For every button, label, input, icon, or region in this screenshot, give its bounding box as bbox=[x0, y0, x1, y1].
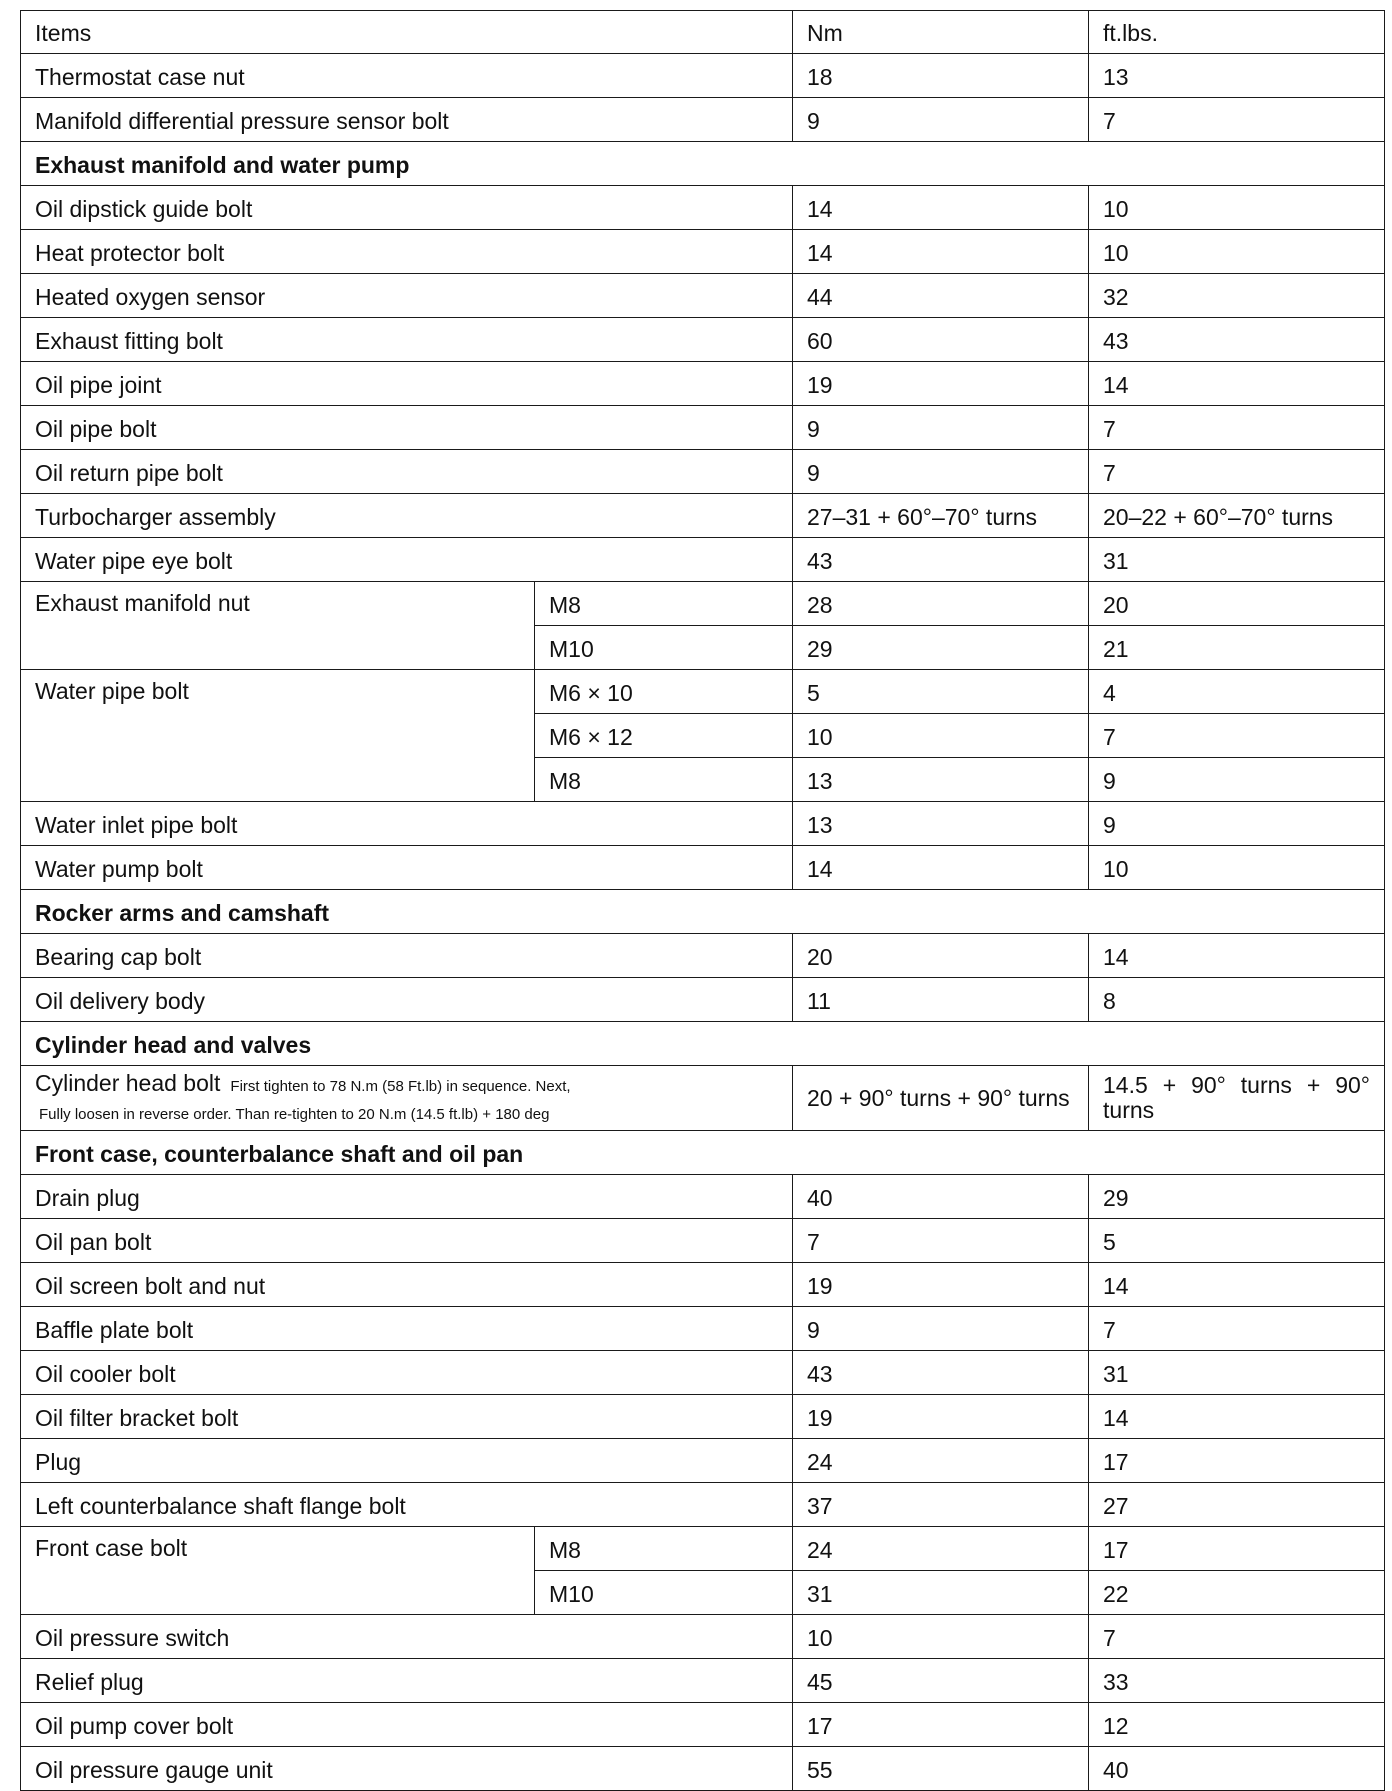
value-ftlbs: 22 bbox=[1089, 1571, 1385, 1615]
item-name: Oil pump cover bolt bbox=[21, 1703, 793, 1747]
table-row bbox=[21, 1527, 1385, 1571]
value-nm: 43 bbox=[793, 538, 1089, 582]
value-ftlbs: 29 bbox=[1089, 1175, 1385, 1219]
item-size: M8 bbox=[535, 582, 793, 626]
table-row bbox=[21, 274, 1385, 318]
table-row bbox=[21, 1483, 1385, 1527]
value-nm: 60 bbox=[793, 318, 1089, 362]
item-name: Water inlet pipe bolt bbox=[21, 802, 793, 846]
item-name: Relief plug bbox=[21, 1659, 793, 1703]
table-row bbox=[21, 1747, 1385, 1791]
item-name: Heat protector bolt bbox=[21, 230, 793, 274]
item-name: Front case bolt bbox=[21, 1527, 535, 1615]
item-name: Water pipe eye bolt bbox=[21, 538, 793, 582]
value-nm: 24 bbox=[793, 1439, 1089, 1483]
value-nm: 24 bbox=[793, 1527, 1089, 1571]
value-ftlbs: 20–22 + 60°–70° turns bbox=[1089, 494, 1385, 538]
table-row bbox=[21, 1615, 1385, 1659]
table-row bbox=[21, 362, 1385, 406]
value-ftlbs: 32 bbox=[1089, 274, 1385, 318]
value-nm: 20 + 90° turns + 90° turns bbox=[793, 1066, 1089, 1131]
value-nm: 7 bbox=[793, 1219, 1089, 1263]
item-name: Cylinder head bolt bbox=[35, 1070, 221, 1096]
value-ftlbs: 31 bbox=[1089, 538, 1385, 582]
value-nm: 14 bbox=[793, 230, 1089, 274]
table-row bbox=[21, 1263, 1385, 1307]
item-name: Left counterbalance shaft flange bolt bbox=[21, 1483, 793, 1527]
item-name: Water pipe bolt bbox=[21, 670, 535, 802]
value-ftlbs: 9 bbox=[1089, 758, 1385, 802]
value-nm: 9 bbox=[793, 406, 1089, 450]
value-ftlbs: 17 bbox=[1089, 1439, 1385, 1483]
value-nm: 20 bbox=[793, 934, 1089, 978]
item-name: Oil pressure gauge unit bbox=[21, 1747, 793, 1791]
table-row bbox=[21, 318, 1385, 362]
value-ftlbs: 10 bbox=[1089, 230, 1385, 274]
value-nm: 14 bbox=[793, 186, 1089, 230]
header-ftlbs: ft.lbs. bbox=[1089, 11, 1385, 54]
value-ftlbs: 33 bbox=[1089, 1659, 1385, 1703]
torque-spec-sheet bbox=[20, 10, 1384, 1791]
value-nm: 19 bbox=[793, 1395, 1089, 1439]
item-name: Exhaust fitting bolt bbox=[21, 318, 793, 362]
item-name: Oil filter bracket bolt bbox=[21, 1395, 793, 1439]
table-row bbox=[21, 802, 1385, 846]
value-nm: 10 bbox=[793, 1615, 1089, 1659]
value-ftlbs: 4 bbox=[1089, 670, 1385, 714]
table-row bbox=[21, 934, 1385, 978]
section-heading: Cylinder head and valves bbox=[21, 1022, 1385, 1066]
value-ftlbs: 40 bbox=[1089, 1747, 1385, 1791]
value-nm: 5 bbox=[793, 670, 1089, 714]
item-name: Turbocharger assembly bbox=[21, 494, 793, 538]
item-name: Water pump bolt bbox=[21, 846, 793, 890]
value-ftlbs: 5 bbox=[1089, 1219, 1385, 1263]
table-row bbox=[21, 54, 1385, 98]
value-nm: 11 bbox=[793, 978, 1089, 1022]
section-row bbox=[21, 890, 1385, 934]
value-nm: 9 bbox=[793, 98, 1089, 142]
table-row bbox=[21, 1439, 1385, 1483]
item-name: Bearing cap bolt bbox=[21, 934, 793, 978]
item-size: M8 bbox=[535, 758, 793, 802]
item-name: Oil pan bolt bbox=[21, 1219, 793, 1263]
item-size: M6 × 10 bbox=[535, 670, 793, 714]
value-ftlbs: 14.5 + 90° turns + 90° turns bbox=[1089, 1066, 1385, 1131]
table-row bbox=[21, 494, 1385, 538]
table-row bbox=[21, 1219, 1385, 1263]
value-ftlbs: 7 bbox=[1089, 714, 1385, 758]
value-nm: 43 bbox=[793, 1351, 1089, 1395]
table-row bbox=[21, 230, 1385, 274]
header-items: Items bbox=[21, 11, 793, 54]
value-nm: 45 bbox=[793, 1659, 1089, 1703]
value-ftlbs: 31 bbox=[1089, 1351, 1385, 1395]
item-name: Heated oxygen sensor bbox=[21, 274, 793, 318]
value-nm: 37 bbox=[793, 1483, 1089, 1527]
table-row bbox=[21, 538, 1385, 582]
section-heading: Rocker arms and camshaft bbox=[21, 890, 1385, 934]
table-row bbox=[21, 186, 1385, 230]
value-nm: 10 bbox=[793, 714, 1089, 758]
item-name: Oil return pipe bolt bbox=[21, 450, 793, 494]
table-row bbox=[21, 406, 1385, 450]
item-size: M10 bbox=[535, 626, 793, 670]
value-ftlbs: 12 bbox=[1089, 1703, 1385, 1747]
value-ftlbs: 14 bbox=[1089, 362, 1385, 406]
value-nm: 9 bbox=[793, 1307, 1089, 1351]
value-nm: 27–31 + 60°–70° turns bbox=[793, 494, 1089, 538]
item-size: M8 bbox=[535, 1527, 793, 1571]
value-ftlbs: 8 bbox=[1089, 978, 1385, 1022]
value-ftlbs: 14 bbox=[1089, 1263, 1385, 1307]
value-nm: 19 bbox=[793, 362, 1089, 406]
item-name: Oil dipstick guide bolt bbox=[21, 186, 793, 230]
table-row bbox=[21, 846, 1385, 890]
value-ftlbs: 13 bbox=[1089, 54, 1385, 98]
value-ftlbs: 27 bbox=[1089, 1483, 1385, 1527]
table-row bbox=[21, 1351, 1385, 1395]
table-row bbox=[21, 1659, 1385, 1703]
item-name: Plug bbox=[21, 1439, 793, 1483]
value-nm: 40 bbox=[793, 1175, 1089, 1219]
value-nm: 14 bbox=[793, 846, 1089, 890]
item-name: Manifold differential pressure sensor bolt bbox=[21, 98, 793, 142]
table-row bbox=[21, 978, 1385, 1022]
item-name: Baffle plate bolt bbox=[21, 1307, 793, 1351]
value-ftlbs: 14 bbox=[1089, 1395, 1385, 1439]
value-nm: 9 bbox=[793, 450, 1089, 494]
item-name: Oil pipe joint bbox=[21, 362, 793, 406]
value-nm: 17 bbox=[793, 1703, 1089, 1747]
item-name: Drain plug bbox=[21, 1175, 793, 1219]
value-ftlbs: 20 bbox=[1089, 582, 1385, 626]
table-row bbox=[21, 582, 1385, 626]
item-name-with-note bbox=[21, 1066, 793, 1131]
item-name: Exhaust manifold nut bbox=[21, 582, 535, 670]
value-nm: 29 bbox=[793, 626, 1089, 670]
table-row bbox=[21, 98, 1385, 142]
value-ftlbs: 10 bbox=[1089, 186, 1385, 230]
section-row bbox=[21, 142, 1385, 186]
value-ftlbs: 7 bbox=[1089, 98, 1385, 142]
value-nm: 13 bbox=[793, 802, 1089, 846]
value-nm: 31 bbox=[793, 1571, 1089, 1615]
value-ftlbs: 7 bbox=[1089, 1307, 1385, 1351]
item-name: Oil cooler bolt bbox=[21, 1351, 793, 1395]
value-nm: 55 bbox=[793, 1747, 1089, 1791]
section-row bbox=[21, 1131, 1385, 1175]
item-name: Oil screen bolt and nut bbox=[21, 1263, 793, 1307]
table-body bbox=[21, 54, 1385, 1791]
item-size: M6 × 12 bbox=[535, 714, 793, 758]
value-nm: 13 bbox=[793, 758, 1089, 802]
header-row bbox=[21, 11, 1385, 54]
item-name: Oil pressure switch bbox=[21, 1615, 793, 1659]
item-name: Oil delivery body bbox=[21, 978, 793, 1022]
item-note-line-1: First tighten to 78 N.m (58 Ft.lb) in sequence. Next, bbox=[230, 1078, 571, 1095]
value-ftlbs: 7 bbox=[1089, 406, 1385, 450]
table-row bbox=[21, 670, 1385, 714]
table-row bbox=[21, 1703, 1385, 1747]
table-row bbox=[21, 1307, 1385, 1351]
value-ftlbs: 43 bbox=[1089, 318, 1385, 362]
item-name: Thermostat case nut bbox=[21, 54, 793, 98]
table-row bbox=[21, 1066, 1385, 1131]
item-note-line-2: Fully loosen in reverse order. Than re-tighten to 20 N.m (14.5 ft.lb) + 180 deg bbox=[39, 1106, 550, 1123]
table-row bbox=[21, 1395, 1385, 1439]
value-ftlbs: 14 bbox=[1089, 934, 1385, 978]
value-nm: 44 bbox=[793, 274, 1089, 318]
item-size: M10 bbox=[535, 1571, 793, 1615]
value-ftlbs: 9 bbox=[1089, 802, 1385, 846]
value-ftlbs: 7 bbox=[1089, 1615, 1385, 1659]
value-nm: 19 bbox=[793, 1263, 1089, 1307]
section-heading: Front case, counterbalance shaft and oil pan bbox=[21, 1131, 1385, 1175]
table-row bbox=[21, 1175, 1385, 1219]
item-name: Oil pipe bolt bbox=[21, 406, 793, 450]
table-row bbox=[21, 450, 1385, 494]
value-ftlbs: 21 bbox=[1089, 626, 1385, 670]
torque-table bbox=[20, 10, 1385, 1791]
section-row bbox=[21, 1022, 1385, 1066]
value-ftlbs: 10 bbox=[1089, 846, 1385, 890]
header-nm: Nm bbox=[793, 11, 1089, 54]
section-heading: Exhaust manifold and water pump bbox=[21, 142, 1385, 186]
value-nm: 28 bbox=[793, 582, 1089, 626]
value-ftlbs: 7 bbox=[1089, 450, 1385, 494]
value-nm: 18 bbox=[793, 54, 1089, 98]
value-ftlbs: 17 bbox=[1089, 1527, 1385, 1571]
